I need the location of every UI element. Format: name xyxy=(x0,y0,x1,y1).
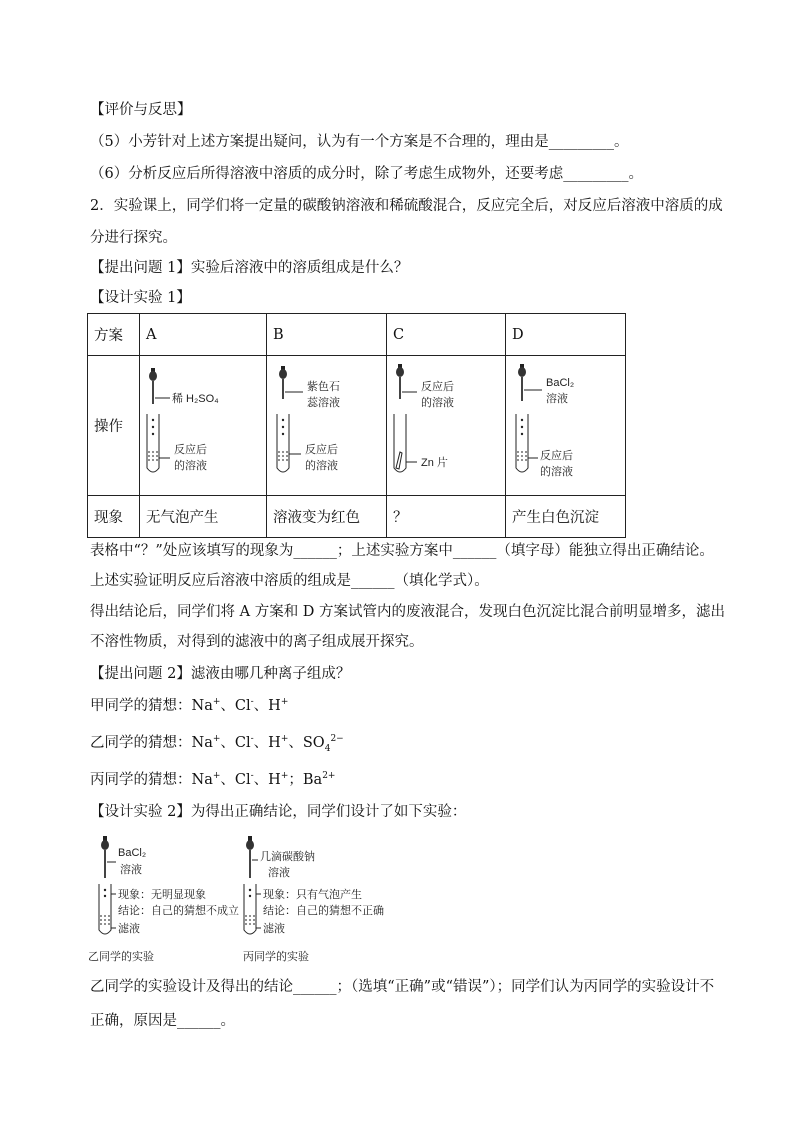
after-table-line1: 表格中“？”处应该填写的现象为______；上述实验方案中______（填字母）能独立得出正确结论。 xyxy=(90,543,714,559)
phenomenon-c: ？ xyxy=(387,496,506,538)
operation-b xyxy=(267,356,387,496)
guess-jia-prefix: 甲同学的猜想： xyxy=(90,698,192,714)
table-row-scheme xyxy=(88,314,626,356)
yi-experiment xyxy=(88,836,239,963)
operation-a xyxy=(140,356,267,496)
question-6: （6）分析反应后所得溶液中溶质的成分时，除了考虑生成物外，还要考虑_________。 xyxy=(90,166,643,182)
label-litmus-2: 蕊溶液 xyxy=(307,397,340,409)
label-reacted-solution-b-2: 的溶液 xyxy=(305,460,338,472)
bing-caption: 丙同学的实验 xyxy=(243,951,309,963)
test-tube-diagram-b xyxy=(267,356,386,491)
after-table-line4: 不溶性物质，对得到的滤液中的离子组成展开探究。 xyxy=(90,634,424,650)
question-2-intro-line2: 分进行探究。 xyxy=(90,230,177,246)
row-header-scheme: 方案 xyxy=(88,314,140,356)
table-row-operation xyxy=(88,356,626,496)
label-reacted-solution-d-1: 反应后 xyxy=(540,450,573,462)
test-tube-diagram-d xyxy=(506,356,625,491)
operation-c xyxy=(387,356,506,496)
section-review-heading: 【评价与反思】 xyxy=(90,102,192,118)
yi-caption: 乙同学的实验 xyxy=(88,951,154,963)
label-bacl2-solution: 溶液 xyxy=(546,393,568,405)
operation-d xyxy=(506,356,626,496)
yi-reagent-solution: 溶液 xyxy=(120,864,142,876)
guess-jia: 甲同学的猜想：Na+、Cl-、H+ xyxy=(90,697,289,714)
after-table-line3: 得出结论后，同学们将 A 方案和 D 方案试管内的废液混合，发现白色沉淀比混合前明显增多，滤出 xyxy=(90,604,726,620)
bing-reagent-na2co3: 几滴碳酸钠 xyxy=(260,851,315,863)
experiment-1-table xyxy=(87,313,626,538)
experiment-2-figure xyxy=(88,832,398,967)
scheme-b: B xyxy=(267,314,387,356)
bing-reagent-solution: 溶液 xyxy=(268,867,290,879)
problem-1-heading: 【提出问题 1】实验后溶液中的溶质组成是什么？ xyxy=(90,260,409,276)
bing-experiment xyxy=(243,836,384,963)
label-reacted-solution-a-2: 的溶液 xyxy=(174,460,207,472)
label-zinc: Zn 片 xyxy=(421,457,448,469)
final-question-line1: 乙同学的实验设计及得出的结论______；（选填“正确”或“错误”）；同学们认为丙同学的实验设计不 xyxy=(90,979,715,995)
problem-2-heading: 【提出问题 2】滤液由哪几种离子组成？ xyxy=(90,666,351,682)
label-reacted-solution-b-1: 反应后 xyxy=(305,444,338,456)
table-row-phenomenon xyxy=(88,496,626,538)
guess-yi-prefix: 乙同学的猜想： xyxy=(90,735,192,751)
design-2-heading: 【设计实验 2】为得出正确结论，同学们设计了如下实验： xyxy=(90,804,467,820)
final-question-line2: 正确，原因是______。 xyxy=(90,1013,235,1029)
yi-reagent-bacl2: BaCl₂ xyxy=(118,847,147,859)
yi-phenomenon: 现象：无明显现象 xyxy=(118,889,206,901)
test-tube-diagram-a xyxy=(140,356,266,491)
phenomenon-b: 溶液变为红色 xyxy=(267,496,387,538)
guess-bing: 丙同学的猜想：Na+、Cl-、H+；$Ba^{2+}$ xyxy=(90,771,336,788)
yi-filtrate: 滤液 xyxy=(118,923,140,935)
label-reacted-solution-a-1: 反应后 xyxy=(174,444,207,456)
label-bacl2: BaCl₂ xyxy=(546,377,575,389)
after-table-line2: 上述实验证明反应后溶液中溶质的组成是______（填化学式）。 xyxy=(90,573,489,589)
scheme-c: C xyxy=(387,314,506,356)
row-header-phenomenon: 现象 xyxy=(88,496,140,538)
label-litmus-1: 紫色石 xyxy=(307,381,340,393)
phenomenon-d: 产生白色沉淀 xyxy=(506,496,626,538)
bing-conclusion: 结论：自己的猜想不正确 xyxy=(263,905,384,917)
row-header-operation: 操作 xyxy=(88,356,140,496)
question-2-intro-line1: 2．实验课上，同学们将一定量的碳酸钠溶液和稀硫酸混合，反应完全后，对反应后溶液中溶质的成 xyxy=(90,198,723,214)
question-5: （5）小芳针对上述方案提出疑问，认为有一个方案是不合理的，理由是_________。 xyxy=(90,134,629,150)
label-reacted-solution-c-2: 的溶液 xyxy=(421,397,454,409)
guess-yi: 乙同学的猜想：Na+、Cl-、H+、$SO_4^{2-}$ xyxy=(90,734,344,754)
guess-bing-prefix: 丙同学的猜想： xyxy=(90,772,192,788)
scheme-d: D xyxy=(506,314,626,356)
scheme-a: A xyxy=(140,314,267,356)
bing-phenomenon: 现象：只有气泡产生 xyxy=(263,889,362,901)
phenomenon-a: 无气泡产生 xyxy=(140,496,267,538)
test-tube-diagram-c xyxy=(387,356,505,491)
label-reacted-solution-c-1: 反应后 xyxy=(421,381,454,393)
label-dilute-h2so4: 稀 H₂SO₄ xyxy=(172,393,219,405)
label-reacted-solution-d-2: 的溶液 xyxy=(540,466,573,478)
design-1-heading: 【设计实验 1】 xyxy=(90,290,191,306)
bing-filtrate: 滤液 xyxy=(263,923,285,935)
yi-conclusion: 结论：自己的猜想不成立 xyxy=(118,905,239,917)
